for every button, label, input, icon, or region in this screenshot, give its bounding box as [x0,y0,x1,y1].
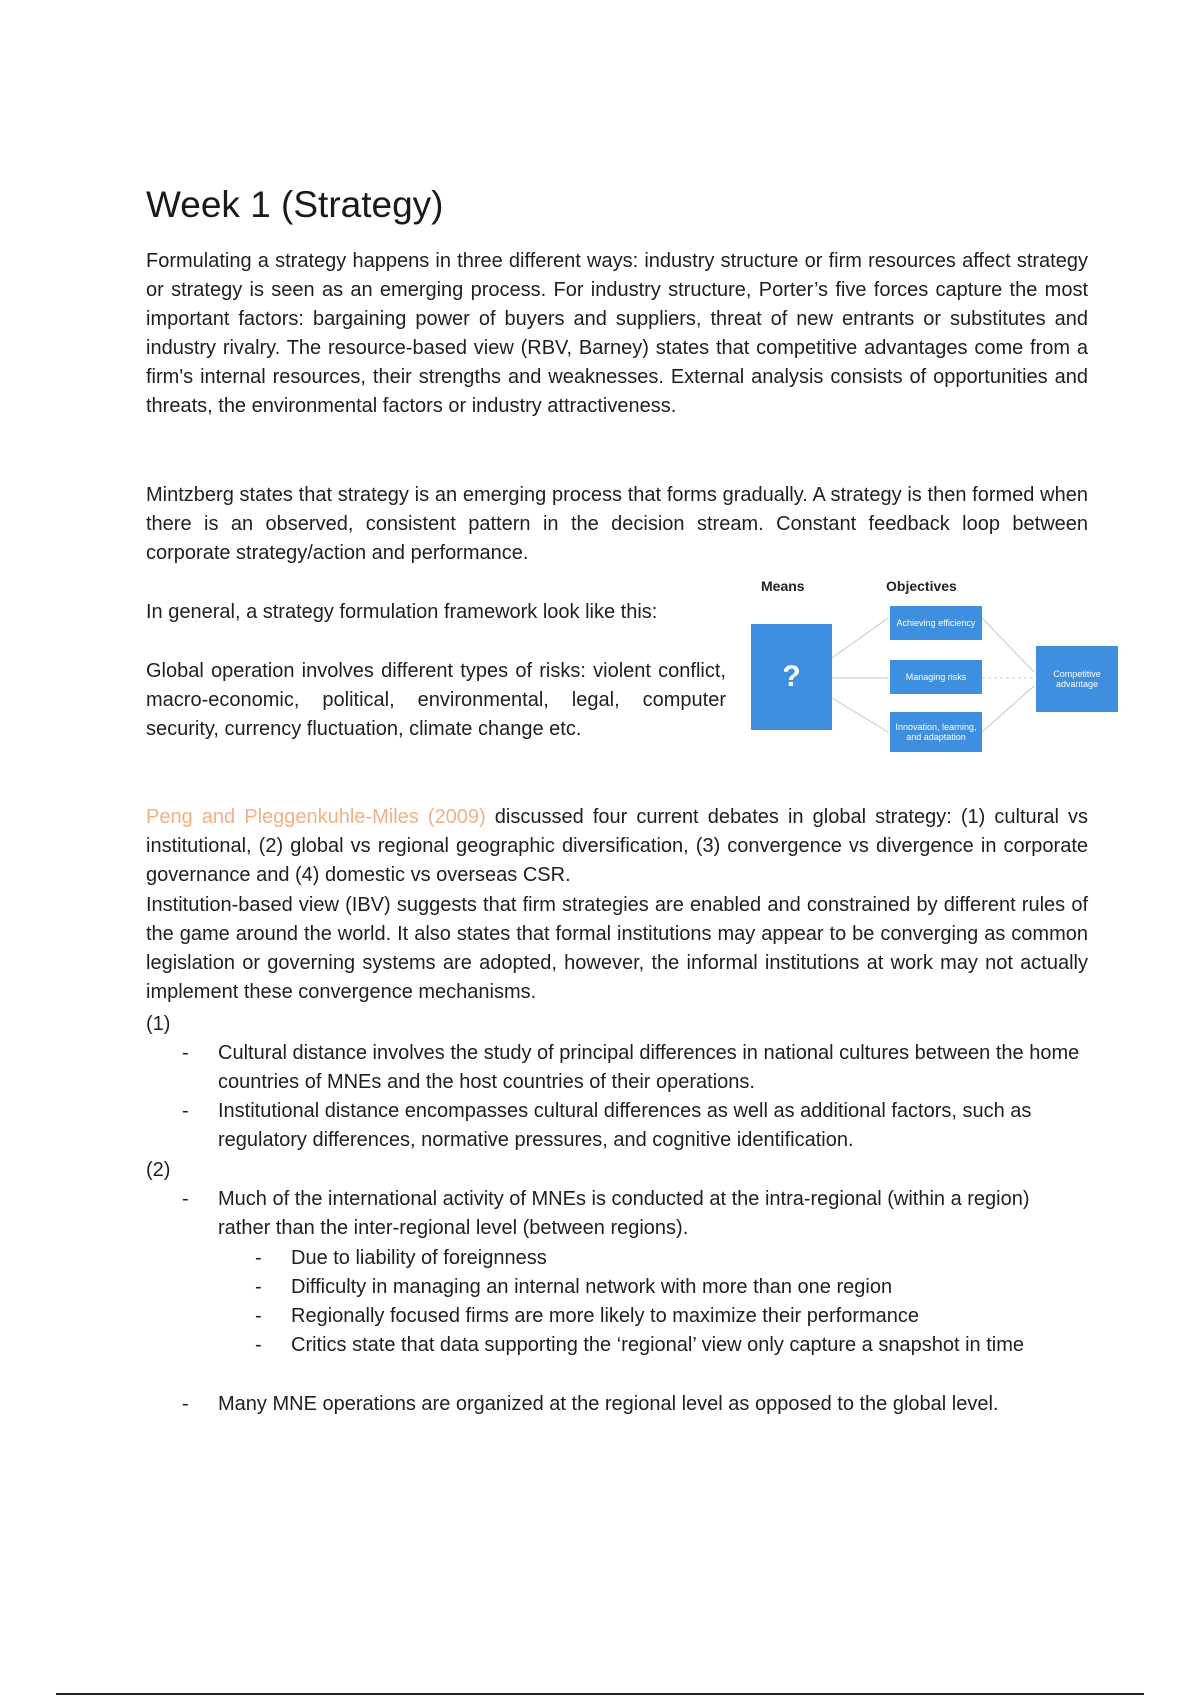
citation-link[interactable]: Peng and Pleggenkuhle-Miles (2009) [146,806,486,828]
section-2-bullet-intra-regional: Much of the international activity of MNEs is conducted at the intra-regional (within a region) rather than the inter-regional level (between regions). [218,1188,1030,1239]
section-2-subbullet: Critics state that data supporting the ‘regional’ view only capture a snapshot in time [291,1334,1024,1356]
section-1-bullet-institutional-distance: Institutional distance encompasses cultural differences as well as additional factors, such as regulatory differences, normative pressures, and cognitive identification. [218,1100,1032,1151]
paragraph-global-risks: Global operation involves different types of risks: violent conflict, macro-economic, political, environmental, legal, computer security, currency fluctuation, climate change etc. [146,660,726,740]
page-bottom-rule [56,1693,1144,1695]
paragraph-mintzberg: Mintzberg states that strategy is an emerging process that forms gradually. A strategy is then formed when there is an observed, consistent pattern in the decision stream. Constant feedback loop between corporate strategy/action and performance. [146,484,1088,564]
paragraph-debates [146,803,1088,890]
sub-bullet-dash: - [255,1334,262,1356]
diagram-objective-efficiency: Achieving efficiency [890,606,982,640]
diagram-objective-risks: Managing risks [890,660,982,694]
sub-bullet-dash: - [255,1247,262,1269]
bullet-dash: - [182,1100,189,1122]
section-1-label: (1) [146,1013,171,1035]
paragraph-debates-text: discussed four current debates in global strategy: (1) cultural vs institutional, (2) global vs regional geographic diversification, (3) convergence vs divergence in corporate governance and (4) domestic vs overseas CSR. [146,806,1088,886]
section-2-subbullet: Difficulty in managing an internal network with more than one region [291,1276,893,1298]
page-title: Week 1 (Strategy) [146,184,444,225]
bullet-dash: - [182,1042,189,1064]
sub-bullet-dash: - [255,1276,262,1298]
section-2-subbullet: Due to liability of foreignness [291,1247,547,1269]
bullet-dash: - [182,1188,189,1210]
diagram-objective-innovation: Innovation, learning, and adaptation [890,712,982,752]
paragraph-ibv: Institution-based view (IBV) suggests that firm strategies are enabled and constrained by different rules of the game around the world. It also states that formal institutions may appear to be converging as common legislation or governing systems are adopted, however, the informal institutions at work may not actually implement these convergence mechanisms. [146,894,1088,1003]
diagram-objectives-label: Objectives [886,578,957,594]
paragraph-strategy-formulation: Formulating a strategy happens in three different ways: industry structure or firm resources affect strategy or strategy is seen as an emerging process. For industry structure, Porter’s five forces capture the most important factors: bargaining power of buyers and suppliers, threat of new entrants or substitutes and industry rivalry. The resource-based view (RBV, Barney) states that competitive advantages come from a firm's internal resources, their strengths and weaknesses. External analysis consists of opportunities and threats, the environmental factors or industry attractiveness. [146,250,1088,417]
section-2-bullet-regional-level: Many MNE operations are organized at the regional level as opposed to the global level. [218,1393,999,1415]
diagram-means-box: ? [751,624,832,730]
diagram-means-label: Means [761,578,805,594]
sub-bullet-dash: - [255,1305,262,1327]
diagram-competitive-advantage: Competitive advantage [1036,646,1118,712]
bullet-dash: - [182,1393,189,1415]
section-2-label: (2) [146,1159,171,1181]
section-2-subbullet: Regionally focused firms are more likely to maximize their performance [291,1305,920,1327]
paragraph-framework-intro: In general, a strategy formulation framework look like this: [146,601,658,623]
section-1-bullet-cultural-distance: Cultural distance involves the study of principal differences in national cultures between the home countries of MNEs and the host countries of their operations. [218,1042,1080,1093]
strategy-framework-diagram [748,574,1128,754]
